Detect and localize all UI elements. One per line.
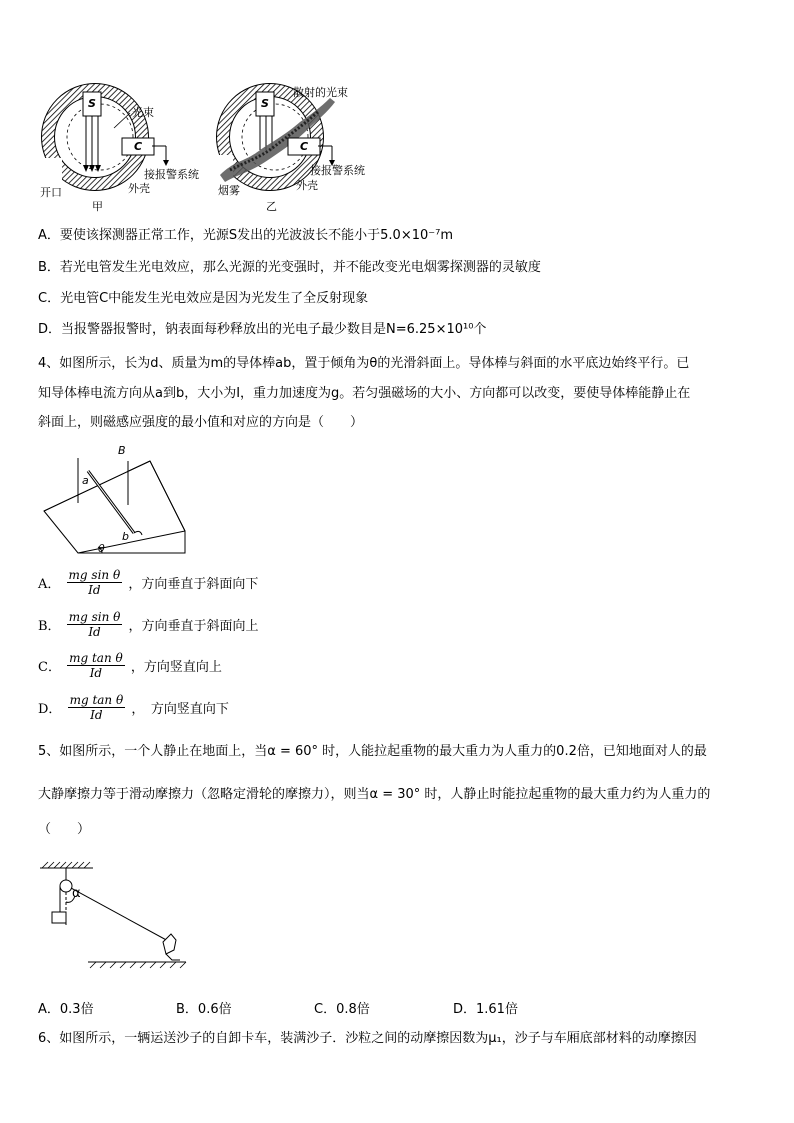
fig-label-shell-left: 外壳	[128, 182, 150, 195]
q4-option-b-fraction: $\frac{\text{mg sin θ}}{Id}$	[68, 610, 121, 639]
q4-option-d: D． $\frac{\text{mg tan θ}}{Id}$ ， 方向竖直向下	[38, 693, 229, 722]
q3-option-a: A．要使该探测器正常工作，光源S发出的光波波长不能小于5.0×10⁻⁷m	[38, 228, 453, 243]
q5-option-b: B．0.6倍	[176, 1002, 232, 1017]
q3-option-b: B．若光电管发生光电效应，那么光源的光变强时，并不能改变光电烟雾探测器的灵敏度	[38, 260, 541, 275]
q6-stem-line1: 6、如图所示，一辆运送沙子的自卸卡车，装满沙子．沙粒之间的动摩擦因数为μ₁，沙子与车厢底部材料的动摩擦因	[38, 1031, 697, 1046]
fig-label-S-right: S	[261, 97, 269, 110]
smoke-detector-figure	[30, 80, 380, 215]
fig-label-C-left: C	[134, 140, 143, 153]
q4-option-a-fraction: $\frac{\text{mg sin θ}}{Id}$	[68, 568, 121, 597]
q4-option-c: C． $\frac{\text{mg tan θ}}{Id}$ ，方向竖直向上	[38, 651, 222, 680]
q3-option-c: C．光电管C中能发生光电效应是因为光发生了全反射现象	[38, 291, 369, 306]
q4-stem-line2: 知导体棒电流方向从a到b，大小为I，重力加速度为g。若匀强磁场的大小、方向都可以改变，要使导体棒能静止在	[38, 386, 691, 401]
fig-label-S-left: S	[88, 97, 96, 110]
fig-label-yi: 乙	[266, 200, 277, 213]
q5-option-d: D．1.61倍	[453, 1002, 518, 1017]
q4-stem-line3: 斜面上，则磁感应强度的最小值和对应的方向是（ ）	[38, 415, 364, 430]
q5-option-a: A．0.3倍	[38, 1002, 94, 1017]
q4-stem-line1: 4、如图所示，长为d、质量为m的导体棒ab，置于倾角为θ的光滑斜面上。导体棒与斜面的水平底边始终平行。已	[38, 356, 690, 371]
fig-label-B: B	[118, 444, 126, 457]
q5-stem-line2: 大静摩擦力等于滑动摩擦力（忽略定滑轮的摩擦力），则当α = 30° 时，人静止时能拉起重物的最大重力约为人重力的	[38, 787, 711, 802]
fig-label-C-right: C	[300, 140, 309, 153]
q5-stem-line3: （ ）	[38, 822, 91, 837]
fig-label-beam: 光束	[132, 106, 154, 119]
q5-stem-line1: 5、如图所示，一个人静止在地面上，当α = 60° 时，人能拉起重物的最大重力为人重力的0.2倍，已知地面对人的最	[38, 744, 707, 759]
q4-option-c-fraction: $\frac{\text{mg tan θ}}{Id}$	[69, 651, 123, 680]
q5-option-c: C．0.8倍	[314, 1002, 370, 1017]
incline-figure	[40, 443, 200, 558]
fig-label-smoke: 烟雾	[218, 184, 240, 197]
q4-option-b: B． $\frac{\text{mg sin θ}}{Id}$ ，方向垂直于斜面向上	[38, 610, 259, 639]
fig-label-alpha: α	[72, 886, 81, 901]
fig-label-scattered: 散射的光束	[293, 86, 348, 99]
q3-option-d: D．当报警器报警时，钠表面每秒释放出的光电子最少数目是N=6.25×10¹⁰个	[38, 322, 487, 337]
fig-label-a: a	[82, 474, 89, 487]
fig-label-b: b	[122, 530, 129, 543]
fig-label-theta: θ	[98, 542, 105, 555]
fig-label-jia: 甲	[92, 200, 103, 213]
fig-label-shell-right: 外壳	[296, 179, 318, 192]
fig-label-alarm-right: 接报警系统	[310, 164, 365, 177]
fig-label-alarm-left: 接报警系统	[144, 168, 199, 181]
q4-option-a: A． $\frac{\text{mg sin θ}}{Id}$ ，方向垂直于斜面向下	[38, 568, 259, 597]
q4-option-d-fraction: $\frac{\text{mg tan θ}}{Id}$	[69, 693, 124, 722]
pulley-figure	[38, 850, 188, 970]
fig-label-opening: 开口	[40, 186, 62, 199]
